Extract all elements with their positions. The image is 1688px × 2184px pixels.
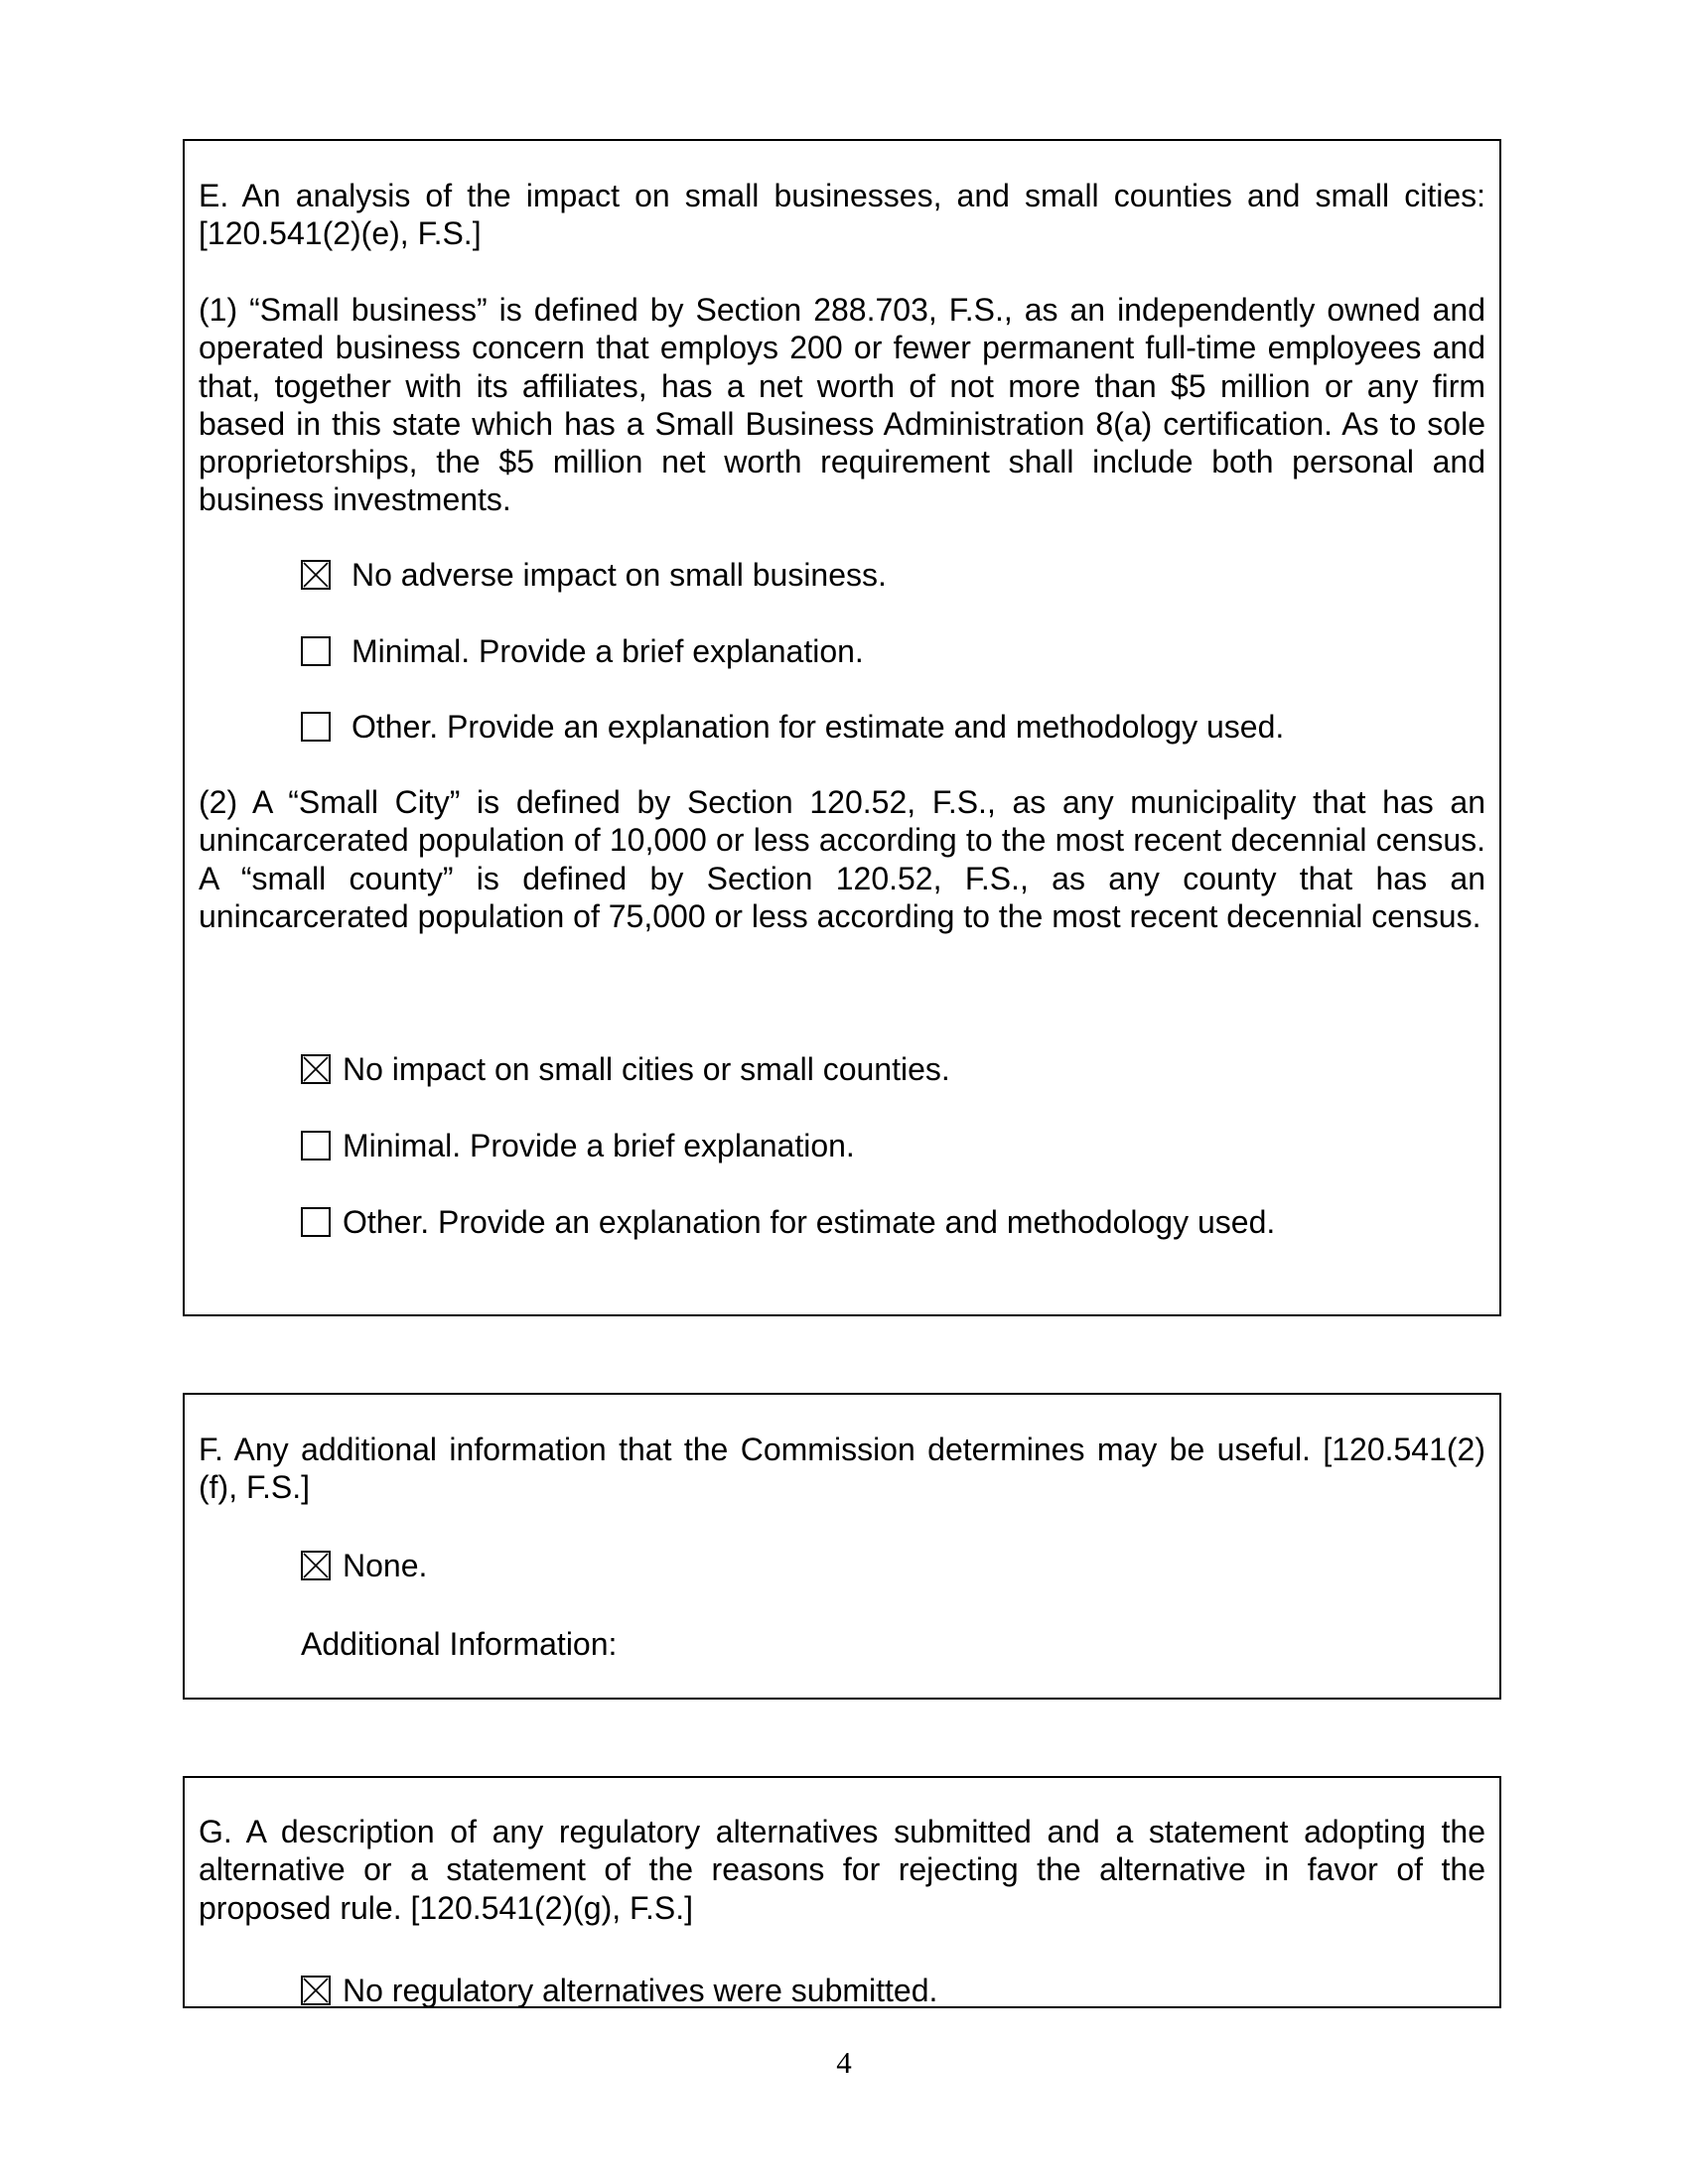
option-label: Minimal. Provide a brief explanation. bbox=[352, 632, 864, 669]
option-other[interactable] bbox=[301, 710, 1284, 744]
checkbox-checked-icon[interactable] bbox=[301, 1976, 331, 2005]
section-e-box bbox=[183, 139, 1501, 1316]
section-f-heading: F. Any additional information that the Commission determines may be useful. [120.541(2)(f), F.S.] bbox=[199, 1432, 1485, 1506]
additional-information-label: Additional Information: bbox=[301, 1626, 618, 1662]
checkbox-empty-icon[interactable] bbox=[301, 1207, 331, 1237]
section-f-box bbox=[183, 1393, 1501, 1700]
checkbox-checked-icon[interactable] bbox=[301, 1551, 331, 1580]
option-label: Minimal. Provide a brief explanation. bbox=[343, 1127, 855, 1163]
option-label: None. bbox=[343, 1547, 428, 1583]
small-business-definition: (1) “Small business” is defined by Section 288.703, F.S., as an independently owned and operated business concern that employs 200 or fewer permanent full-time employees and that, together with its affiliates, has a net worth of not more than $5 million or any firm based in this state which has a Small Business Administration 8(a) certification. As to sole proprietorships, the $5 million net worth requirement shall include both personal and business investments. bbox=[199, 292, 1485, 518]
checkbox-empty-icon[interactable] bbox=[301, 1131, 331, 1160]
option-no-adverse-impact[interactable] bbox=[301, 558, 887, 592]
section-e-heading: E. An analysis of the impact on small businesses, and small counties and small cities: [120.541(2)(e), F.S.] bbox=[199, 178, 1485, 252]
small-city-county-definition: (2) A “Small City” is defined by Section 120.52, F.S., as any municipality that has an unincarcerated population of 10,000 or less according to the most recent decennial census. A “small county” is defined by Section 120.52, F.S., as any county that has an unincarcerated population of 75,000 or less according to the most recent decennial census. bbox=[199, 784, 1485, 934]
option-minimal-2[interactable] bbox=[301, 1129, 855, 1162]
option-label: No regulatory alternatives were submitted. bbox=[343, 1972, 938, 2008]
checkbox-checked-icon[interactable] bbox=[301, 1054, 331, 1084]
option-label: Other. Provide an explanation for estimate and methodology used. bbox=[352, 708, 1285, 745]
page-number: 4 bbox=[836, 2045, 852, 2080]
checkbox-empty-icon[interactable] bbox=[301, 712, 331, 742]
option-no-regulatory-alternatives[interactable] bbox=[301, 1974, 937, 2007]
section-g-box bbox=[183, 1776, 1501, 2008]
option-no-impact-cities-counties[interactable] bbox=[301, 1052, 950, 1086]
checkbox-checked-icon[interactable] bbox=[301, 560, 331, 590]
option-label: No adverse impact on small business. bbox=[352, 556, 887, 593]
option-label: No impact on small cities or small counties. bbox=[343, 1050, 950, 1087]
option-none[interactable] bbox=[301, 1549, 427, 1582]
option-label: Other. Provide an explanation for estimate and methodology used. bbox=[343, 1203, 1276, 1240]
option-minimal[interactable] bbox=[301, 634, 864, 668]
option-other-2[interactable] bbox=[301, 1205, 1275, 1239]
checkbox-empty-icon[interactable] bbox=[301, 636, 331, 666]
section-g-heading: G. A description of any regulatory alternatives submitted and a statement adopting the alternative or a statement of the reasons for rejecting the alternative in favor of the proposed rule. [120.541(2)(g), F.S.] bbox=[199, 1814, 1485, 1926]
